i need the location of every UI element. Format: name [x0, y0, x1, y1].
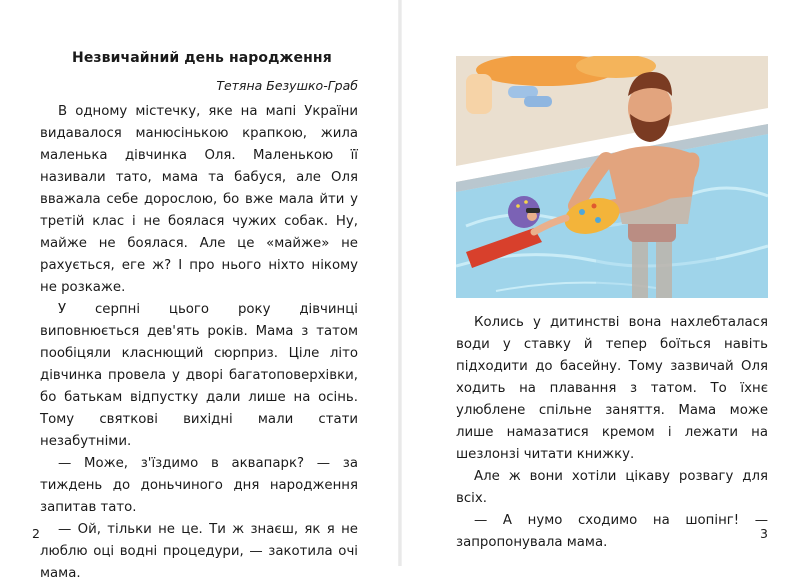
paragraph: — Ой, тільки не це. Ти ж знаєш, як я не люблю оці водні процедури, — закотила очі мама.: [40, 522, 358, 581]
pool-illustration: [456, 56, 768, 298]
paragraph: В одному містечку, яке на мапі України видавалося манюсінькою крапкою, жила маленька дівчинка Оля. Маленькою її називали тато, мама та бабуся, але Оля вважала себе дорослою, бо вже мала йти у третій клас і не боялася чужих собак. Ну, майже не боялася. Але це «майже» не рахується, еге ж? І про нього ніхто нікому не розкаже.: [40, 104, 358, 295]
left-page: [0, 0, 400, 581]
story-title: Незвичайний день народження: [72, 50, 332, 66]
story-author: Тетяна Безушко-Граб: [216, 78, 358, 93]
paragraph: Колись у дитинстві вона нахлебталася води у ставку й тепер боїться навіть підходити до басейну. Тому зазвичай Оля ходить на плавання з татом. То їхнє улюблене спільне заняття. Мама може лише намазатися кремом і лежати на шезлонзі читати книжку.: [456, 315, 768, 462]
paragraph: — Може, з'їздимо в аквапарк? — за тиждень до доньчиного дня народження запитав тато.: [40, 456, 358, 515]
page-number-right: 3: [760, 526, 768, 541]
paragraph: У серпні цього року дівчинці виповнюється дев'ять років. Мама з татом пообіцяли класнющий сюрприз. Ціле літо дівчинка провела у дворі багатоповерхівки, бо батькам відпустку дали лише на осінь. Тому святкові вихідні мали стати незабутніми.: [40, 302, 358, 449]
page-number-left: 2: [32, 526, 40, 541]
paragraph: Але ж вони хотіли цікаву розвагу для всіх.: [456, 469, 768, 506]
paragraph: — А нумо сходимо на шопінг! — запропонувала мама.: [456, 513, 768, 550]
right-page-text: [456, 312, 768, 554]
left-page-text: [40, 101, 358, 585]
